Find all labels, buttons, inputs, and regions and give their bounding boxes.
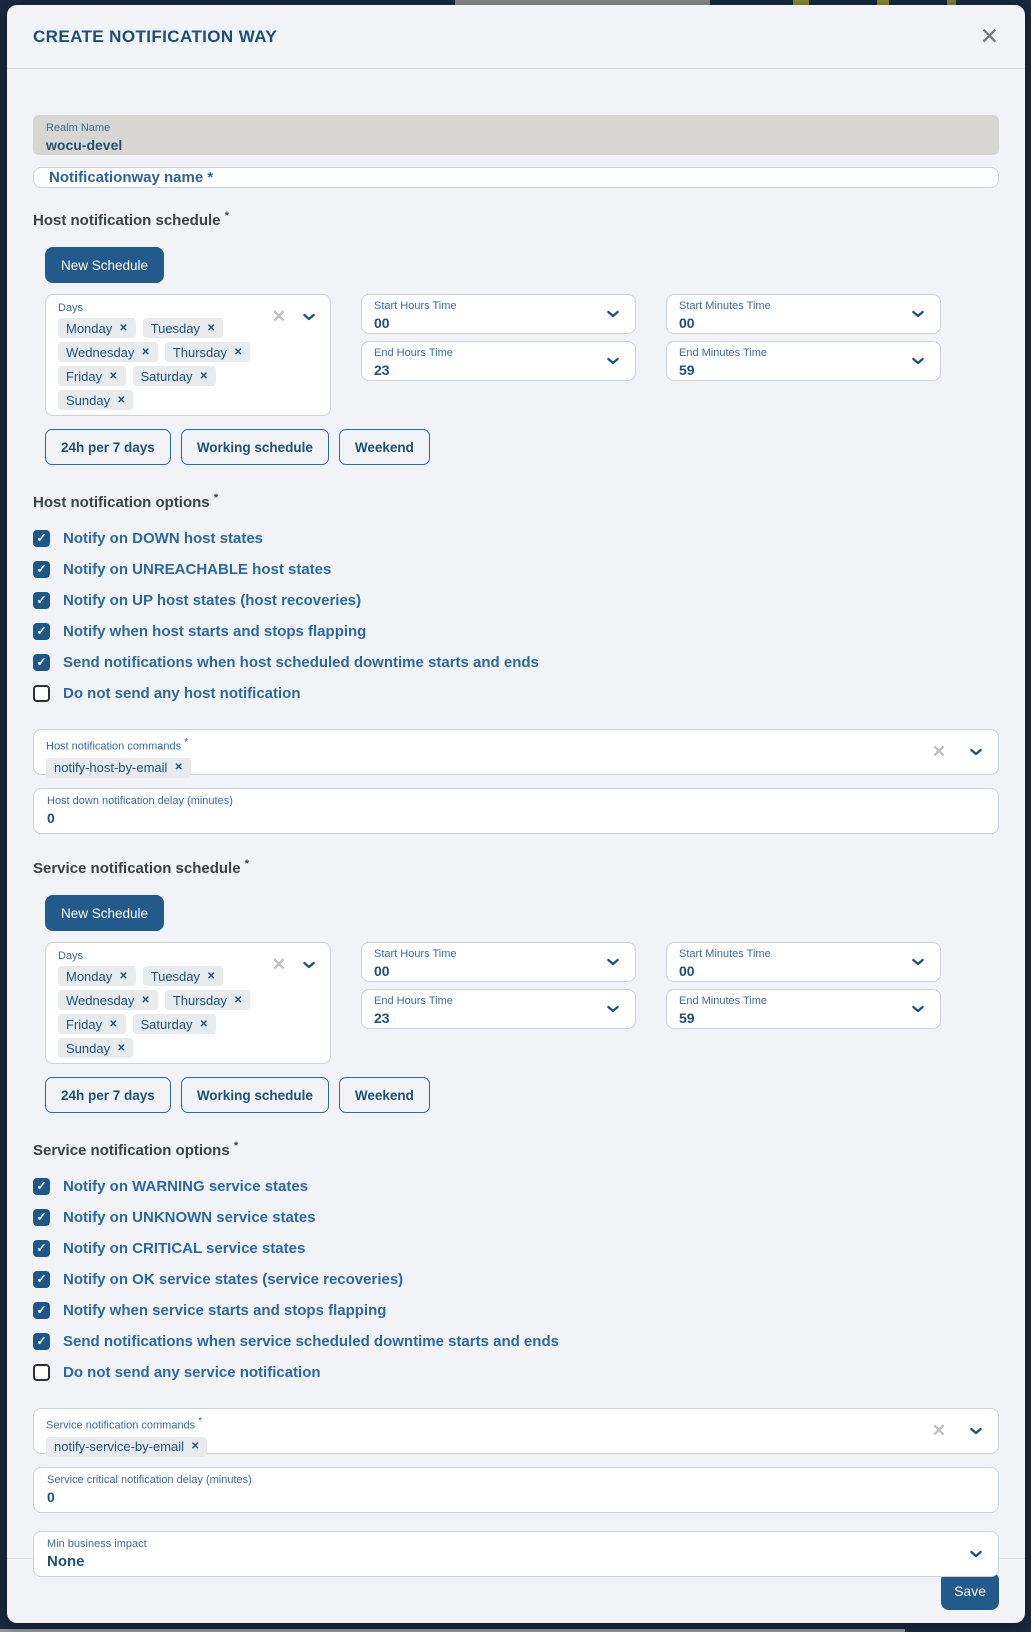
realm-name-field [33, 115, 999, 155]
day-chip: Wednesday ✕ [58, 990, 158, 1010]
host-commands-select[interactable]: Host notification commands * notify-host-by-email ✕ ✕ [33, 729, 999, 775]
service-delay-field[interactable]: Service critical notification delay (minutes) 0 [33, 1467, 999, 1513]
chevron-down-icon[interactable] [910, 954, 926, 970]
service-days-chips [58, 966, 260, 1058]
create-notification-way-dialog [7, 5, 1025, 1623]
notificationway-name-input[interactable] [47, 168, 985, 187]
service-commands-select[interactable]: Service notification commands * notify-service-by-email ✕ ✕ [33, 1408, 999, 1454]
day-chip: Sunday ✕ [58, 390, 133, 410]
remove-day-icon[interactable]: ✕ [234, 994, 243, 1006]
service-option-row[interactable]: ✓ Notify on UNKNOWN service states [33, 1208, 999, 1226]
service-days-select[interactable] [45, 942, 331, 1064]
remove-day-icon[interactable]: ✕ [119, 970, 128, 982]
required-mark: * [213, 492, 219, 504]
service-options-heading: Service notification options * [33, 1140, 239, 1159]
required-mark: * [224, 210, 229, 222]
host-quick-schedule-buttons [45, 429, 999, 465]
service-quick-schedule-buttons [45, 1077, 999, 1113]
dialog-header [7, 5, 1025, 69]
host-option-row[interactable]: ✓ Send notifications when host scheduled downtime starts and ends [33, 653, 999, 671]
required-mark: * [184, 737, 189, 748]
checkbox[interactable] [33, 1271, 50, 1288]
chevron-down-icon[interactable] [605, 306, 621, 322]
quick-schedule-button[interactable]: Weekend [339, 429, 430, 465]
close-icon[interactable]: ✕ [979, 23, 999, 49]
clear-selection-icon[interactable]: ✕ [271, 955, 286, 974]
save-button[interactable]: Save [941, 1572, 999, 1610]
quick-schedule-button[interactable]: Weekend [339, 1077, 430, 1113]
checkbox[interactable] [33, 530, 50, 547]
day-chip: Monday ✕ [58, 318, 136, 338]
required-mark: * [244, 858, 250, 870]
chevron-down-icon[interactable] [301, 309, 317, 325]
day-chip: Tuesday ✕ [143, 318, 224, 338]
remove-day-icon[interactable]: ✕ [141, 994, 150, 1006]
checkbox[interactable] [33, 654, 50, 671]
clear-selection-icon[interactable]: ✕ [271, 307, 286, 326]
service-start-hours-select[interactable]: Start Hours Time 00 [361, 942, 636, 982]
clear-selection-icon[interactable]: ✕ [931, 1421, 946, 1440]
day-chip: Saturday ✕ [133, 366, 216, 386]
host-schedule-grid [45, 294, 941, 416]
chevron-down-icon[interactable] [301, 957, 317, 973]
service-option-row[interactable]: ✓ Notify on WARNING service states [33, 1177, 999, 1195]
remove-day-icon[interactable]: ✕ [141, 346, 150, 358]
service-schedule-grid [45, 942, 941, 1064]
checkbox[interactable] [33, 1178, 50, 1195]
chevron-down-icon[interactable] [605, 353, 621, 369]
remove-day-icon[interactable]: ✕ [207, 322, 216, 334]
host-schedule-heading: Host notification schedule * [33, 210, 229, 229]
host-days-select[interactable] [45, 294, 331, 416]
day-chip: Tuesday ✕ [143, 966, 224, 986]
service-options-list [33, 1177, 999, 1394]
host-end-hours-select[interactable]: End Hours Time 23 [361, 341, 636, 381]
remove-day-icon[interactable]: ✕ [199, 1018, 208, 1030]
dialog-body [7, 69, 1025, 1570]
days-label: Days [58, 950, 84, 962]
remove-command-icon[interactable]: ✕ [174, 762, 183, 774]
service-option-row[interactable]: ✓ Notify when service starts and stops flapping [33, 1301, 999, 1319]
host-start-hours-select[interactable]: Start Hours Time 00 [361, 294, 636, 334]
service-schedule-heading: Service notification schedule * [33, 858, 250, 877]
day-chip: Friday ✕ [58, 366, 126, 386]
notificationway-name-field[interactable] [33, 167, 999, 188]
chevron-down-icon[interactable] [968, 1423, 984, 1439]
checkbox[interactable] [33, 561, 50, 578]
host-option-row[interactable]: Do not send any host notification [33, 684, 999, 702]
quick-schedule-button[interactable]: Working schedule [181, 1077, 329, 1113]
quick-schedule-button[interactable]: Working schedule [181, 429, 329, 465]
host-end-minutes-select[interactable]: End Minutes Time 59 [666, 341, 941, 381]
required-mark: * [198, 1416, 203, 1427]
checkbox[interactable] [33, 685, 50, 702]
chevron-down-icon[interactable] [968, 1546, 984, 1562]
chevron-down-icon[interactable] [968, 744, 984, 760]
day-chip: Sunday ✕ [58, 1038, 133, 1058]
day-chip: Friday ✕ [58, 1014, 126, 1034]
host-option-row[interactable]: ✓ Notify on UNREACHABLE host states [33, 560, 999, 578]
checkbox[interactable] [33, 1240, 50, 1257]
service-option-row[interactable]: Do not send any service notification [33, 1363, 999, 1381]
day-chip: Saturday ✕ [133, 1014, 216, 1034]
remove-day-icon[interactable]: ✕ [109, 370, 118, 382]
quick-schedule-button[interactable]: 24h per 7 days [45, 1077, 171, 1113]
day-chip: Wednesday ✕ [58, 342, 158, 362]
service-option-row[interactable]: ✓ Notify on CRITICAL service states [33, 1239, 999, 1257]
service-option-row[interactable]: ✓ Notify on OK service states (service recoveries) [33, 1270, 999, 1288]
checkbox[interactable] [33, 1333, 50, 1350]
min-business-impact-select[interactable]: Min business impact None [33, 1531, 999, 1577]
days-label: Days [58, 302, 84, 314]
remove-day-icon[interactable]: ✕ [119, 322, 128, 334]
realm-name-value: wocu-devel [46, 137, 123, 153]
service-new-schedule-button[interactable]: New Schedule [45, 895, 164, 931]
host-option-row[interactable]: ✓ Notify on DOWN host states [33, 529, 999, 547]
remove-command-icon[interactable]: ✕ [191, 1441, 200, 1453]
service-end-hours-select[interactable]: End Hours Time 23 [361, 989, 636, 1029]
service-start-minutes-select[interactable]: Start Minutes Time 00 [666, 942, 941, 982]
chevron-down-icon[interactable] [910, 353, 926, 369]
realm-name-label: Realm Name [46, 122, 111, 134]
clear-selection-icon[interactable]: ✕ [931, 742, 946, 761]
checkbox[interactable] [33, 1209, 50, 1226]
remove-day-icon[interactable]: ✕ [117, 394, 126, 406]
host-new-schedule-button[interactable]: New Schedule [45, 247, 164, 283]
remove-day-icon[interactable]: ✕ [117, 1042, 126, 1054]
remove-day-icon[interactable]: ✕ [199, 370, 208, 382]
service-option-row[interactable]: ✓ Send notifications when service scheduled downtime starts and ends [33, 1332, 999, 1350]
dialog-title: CREATE NOTIFICATION WAY [33, 26, 278, 46]
chevron-down-icon[interactable] [910, 1001, 926, 1017]
service-schedule-block [33, 895, 999, 1140]
checkbox[interactable] [33, 592, 50, 609]
chevron-down-icon[interactable] [605, 954, 621, 970]
required-mark: * [233, 1140, 239, 1152]
day-chip: Monday ✕ [58, 966, 136, 986]
checkbox[interactable] [33, 1302, 50, 1319]
command-chip: notify-host-by-email ✕ [46, 758, 191, 778]
service-end-minutes-select[interactable]: End Minutes Time 59 [666, 989, 941, 1029]
checkbox[interactable] [33, 1364, 50, 1381]
day-chip: Thursday ✕ [165, 990, 251, 1010]
checkbox[interactable] [33, 623, 50, 640]
host-delay-field[interactable]: Host down notification delay (minutes) 0 [33, 788, 999, 834]
host-schedule-block [33, 247, 999, 492]
quick-schedule-button[interactable]: 24h per 7 days [45, 429, 171, 465]
host-option-row[interactable]: ✓ Notify on UP host states (host recoveries) [33, 591, 999, 609]
remove-day-icon[interactable]: ✕ [109, 1018, 118, 1030]
day-chip: Thursday ✕ [165, 342, 251, 362]
remove-day-icon[interactable]: ✕ [234, 346, 243, 358]
host-options-heading: Host notification options * [33, 492, 219, 511]
command-chip: notify-service-by-email ✕ [46, 1437, 207, 1457]
chevron-down-icon[interactable] [605, 1001, 621, 1017]
host-option-row[interactable]: ✓ Notify when host starts and stops flapping [33, 622, 999, 640]
host-start-minutes-select[interactable]: Start Minutes Time 00 [666, 294, 941, 334]
host-days-chips [58, 318, 260, 410]
remove-day-icon[interactable]: ✕ [207, 970, 216, 982]
host-options-list [33, 529, 999, 715]
chevron-down-icon[interactable] [910, 306, 926, 322]
